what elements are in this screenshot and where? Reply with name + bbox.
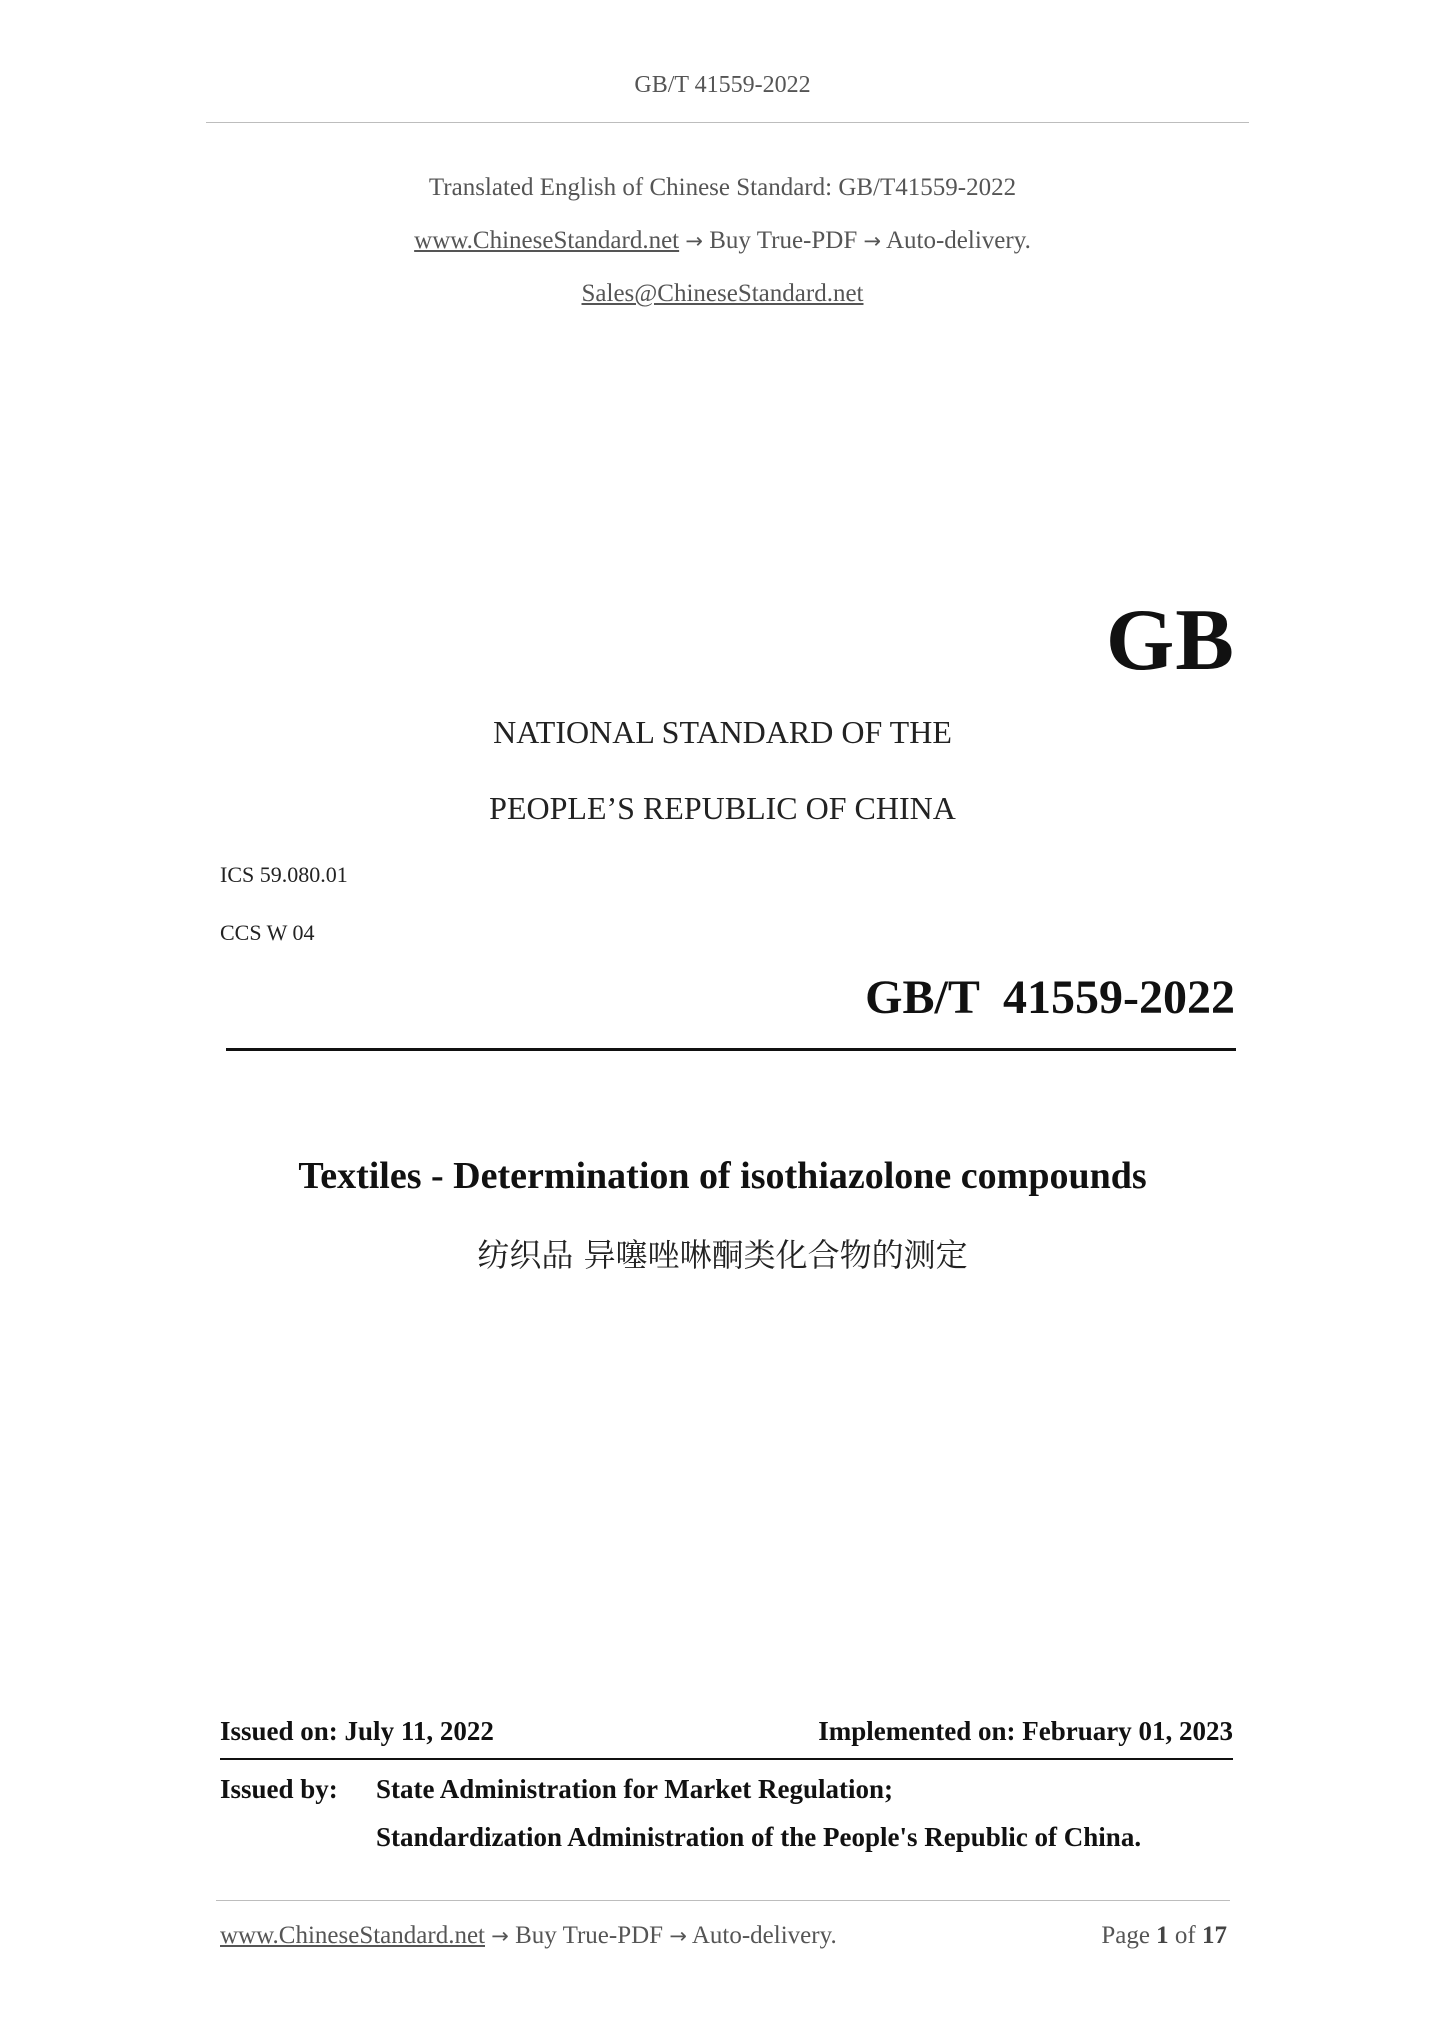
issued-by-label: Issued by: [220,1774,338,1804]
header-divider [206,122,1249,123]
translation-notice: Translated English of Chinese Standard: GB/T41559-2022 [428,174,1017,201]
website-link[interactable]: www.ChineseStandard.net [414,227,680,254]
national-standard-line2: PEOPLE’S REPUBLIC OF CHINA [489,790,956,826]
footer-website-link[interactable]: www.ChineseStandard.net [220,1922,485,1949]
promo-line [0,227,1445,255]
email-link[interactable]: Sales@ChineseStandard.net [581,280,864,307]
delivery-text: Auto-delivery. [885,227,1031,254]
buy-text: Buy True-PDF [709,227,858,254]
arrow-right-icon: → [863,229,882,253]
footer-delivery-text: Auto-delivery. [691,1922,837,1949]
arrow-right-icon: → [491,1924,509,1948]
ccs-code: CCS W 04 [220,920,315,945]
issuer-2: Standardization Administration of the People's Republic of China. [376,1822,1142,1852]
footer-divider [216,1900,1230,1901]
standard-code: GB/T 41559-2022 [865,971,1235,1024]
national-standard-line1: NATIONAL STANDARD OF THE [493,714,952,750]
footer-buy-text: Buy True-PDF [515,1922,664,1949]
running-header: GB/T 41559-2022 [634,72,811,98]
issued-on-date: Issued on: July 11, 2022 [220,1716,494,1746]
implemented-on-date: Implemented on: February 01, 2023 [818,1716,1233,1746]
page-number [1101,1922,1227,1950]
standard-code-rule [226,1048,1236,1051]
footer-promo [220,1922,837,1950]
ics-code: ICS 59.080.01 [220,862,348,887]
page-of: of [1174,1922,1196,1949]
arrow-right-icon: → [669,1924,687,1948]
page-word: Page [1101,1922,1150,1949]
document-title-english: Textiles - Determination of isothiazolone compounds [298,1155,1147,1197]
arrow-right-icon: → [685,229,703,253]
document-title-chinese: 纺织品 异噻唑啉酮类化合物的测定 [477,1236,968,1274]
issuer-1: State Administration for Market Regulation; [376,1774,893,1804]
email-line [0,280,1445,308]
page-total: 17 [1202,1922,1227,1949]
gb-mark: GB [1105,592,1235,689]
issue-divider [220,1758,1233,1760]
page-current: 1 [1156,1922,1169,1949]
